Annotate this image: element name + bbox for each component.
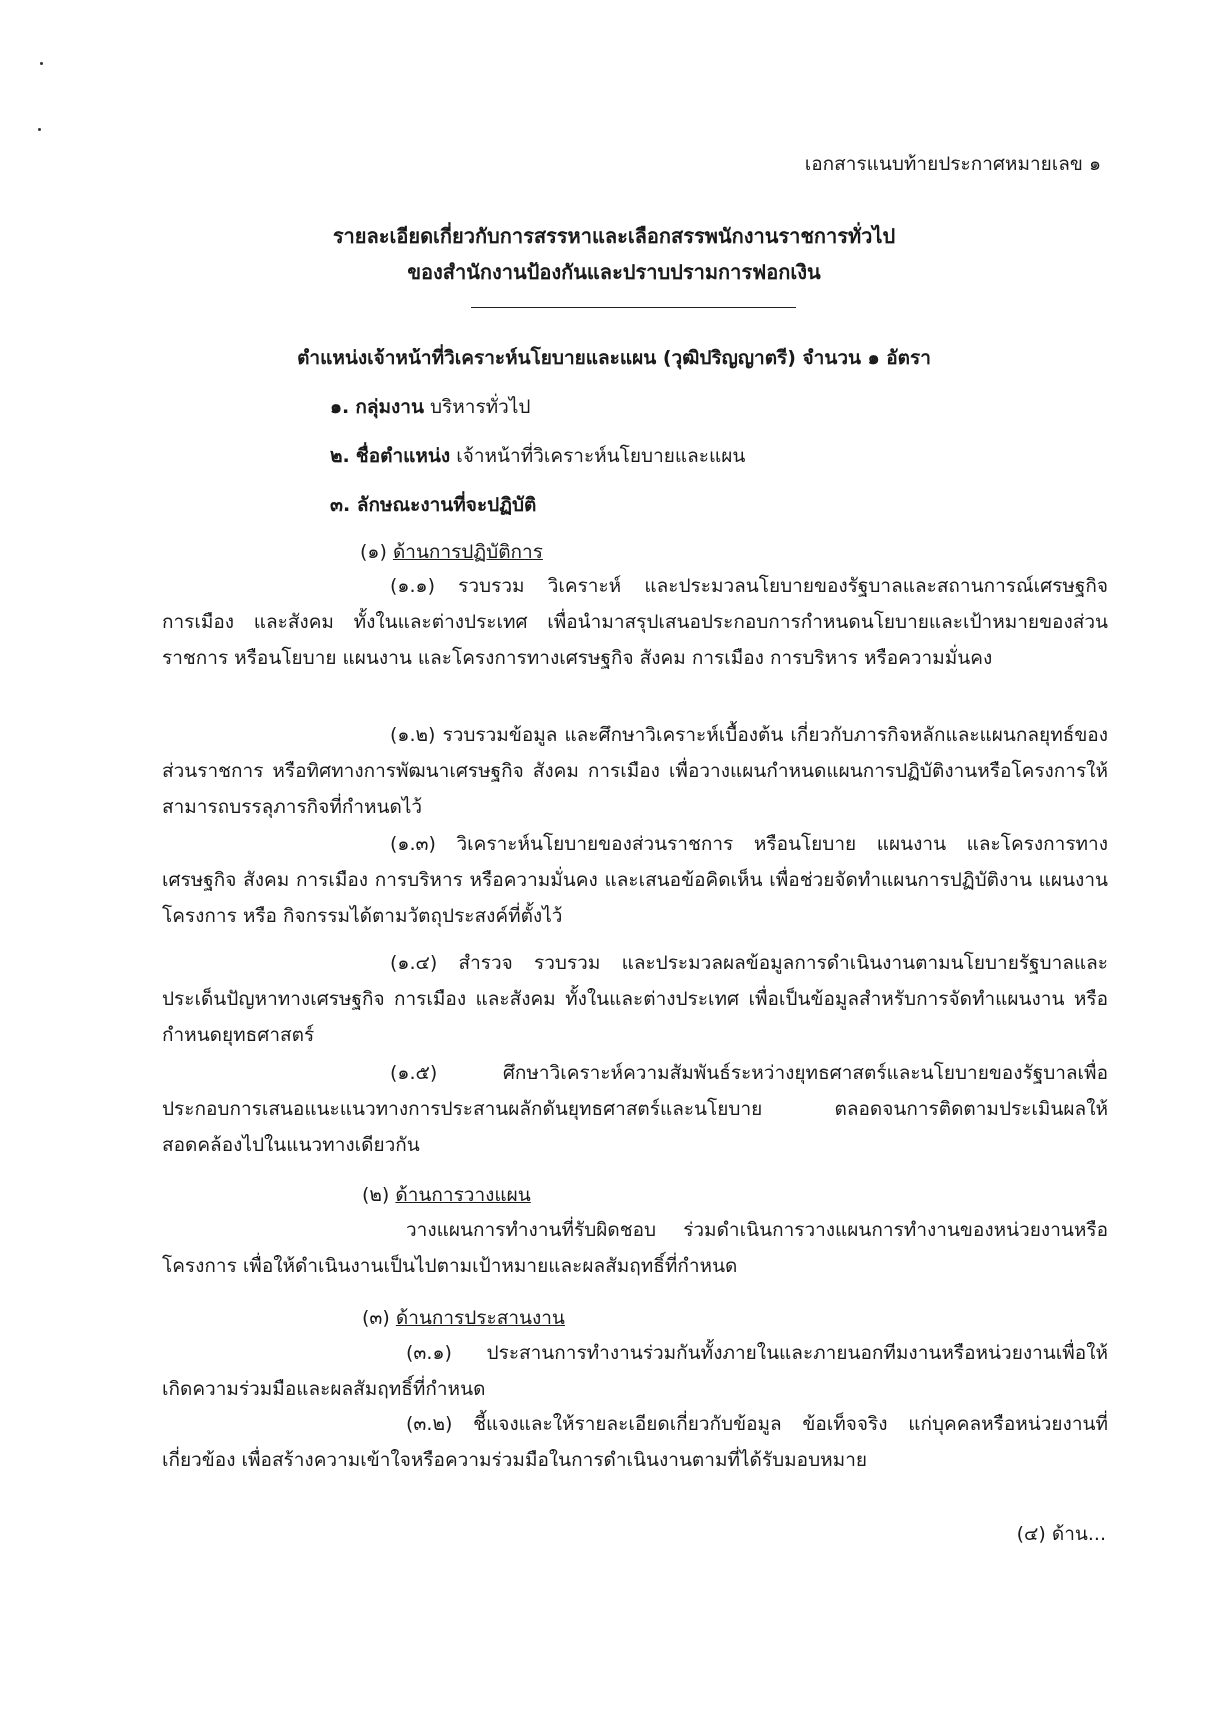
paragraph-1-4: (๑.๔) สำรวจ รวบรวม และประมวลผลข้อมูลการดำเนินงานตามนโยบายรัฐบาลและประเด็นปัญหาทางเศรษฐกิจ การเมือง และสังคม ทั้งในและต่างประเทศ เพื่อเป็นข้อมูลสำหรับการจัดทำแผนงาน หรือกำหนดยุทธศาสตร์: [162, 952, 1108, 1046]
scan-speck: [40, 62, 43, 65]
paragraph-1-2: (๑.๒) รวบรวมข้อมูล และศึกษาวิเคราะห์เบื้องต้น เกี่ยวกับภารกิจหลักและแผนกลยุทธ์ของส่วนราชการ หรือทิศทางการพัฒนาเศรษฐกิจ สังคม การเมือง เพื่อวางแผนกำหนดแผนการปฏิบัติงานหรือโครงการให้สามารถบรรลุภารกิจที่กำหนดไว้: [162, 724, 1108, 818]
section2-heading: (๒) ด้านการวางแผน: [362, 1184, 531, 1206]
paragraph-2: วางแผนการทำงานที่รับผิดชอบ ร่วมดำเนินการวางแผนการทำงานของหน่วยงานหรือโครงการ เพื่อให้ดำเนินงานเป็นไปตามเป้าหมายและผลสัมฤทธิ์ที่กำหนด: [162, 1219, 1108, 1277]
paragraph-1-3: (๑.๓) วิเคราะห์นโยบายของส่วนราชการ หรือนโยบาย แผนงาน และโครงการทางเศรษฐกิจ สังคม การเมือง การบริหาร หรือความมั่นคง และเสนอข้อคิดเห็น เพื่อช่วยจัดทำแผนการปฏิบัติงาน แผนงาน โครงการ หรือ กิจกรรมได้ตามวัตถุประสงค์ที่ตั้งไว้: [162, 833, 1108, 927]
continuation-note: (๔) ด้าน...: [1016, 1523, 1106, 1545]
paragraph-1-5: (๑.๕) ศึกษาวิเคราะห์ความสัมพันธ์ระหว่างยุทธศาสตร์และนโยบายของรัฐบาลเพื่อประกอบการเสนอแนะแนวทางการประสานผลักดันยุทธศาสตร์และนโยบาย ตลอดจนการติดตามประเมินผลให้สอดคล้องไปในแนวทางเดียวกัน: [162, 1062, 1108, 1156]
title-line-1: รายละเอียดเกี่ยวกับการสรรหาและเลือกสรรพนักงานราชการทั่วไป: [332, 224, 896, 248]
title-line-2: ของสำนักงานป้องกันและปราบปรามการฟอกเงิน: [407, 260, 821, 284]
item-duties: ๓. ลักษณะงานที่จะปฏิบัติ: [330, 494, 537, 516]
paragraph-3-2: (๓.๒) ชี้แจงและให้รายละเอียดเกี่ยวกับข้อมูล ข้อเท็จจริง แก่บุคคลหรือหน่วยงานที่เกี่ยวข้อง เพื่อสร้างความเข้าใจหรือความร่วมมือในการดำเนินงานตามที่ได้รับมอบหมาย: [162, 1413, 1108, 1471]
scan-speck: [38, 128, 41, 131]
item-group: ๑. กลุ่มงาน บริหารทั่วไป: [330, 396, 531, 418]
section3-heading: (๓) ด้านการประสานงาน: [362, 1307, 565, 1329]
section1-heading: (๑) ด้านการปฏิบัติการ: [360, 541, 543, 563]
paragraph-1-1: (๑.๑) รวบรวม วิเคราะห์ และประมวลนโยบายของรัฐบาลและสถานการณ์เศรษฐกิจ การเมือง และสังคม ทั้งในและต่างประเทศ เพื่อนำมาสรุปเสนอประกอบการกำหนดนโยบายและเป้าหมายของส่วนราชการ หรือนโยบาย แผนงาน และโครงการทางเศรษฐกิจ สังคม การเมือง การบริหาร หรือความมั่นคง: [162, 575, 1108, 669]
position-heading: ตำแหน่งเจ้าหน้าที่วิเคราะห์นโยบายและแผน (วุฒิปริญญาตรี) จำนวน ๑ อัตรา: [297, 347, 931, 369]
title-underline: [471, 307, 796, 308]
paragraph-3-1: (๓.๑) ประสานการทำงานร่วมกันทั้งภายในและภายนอกทีมงานหรือหน่วยงานเพื่อให้เกิดความร่วมมือและผลสัมฤทธิ์ที่กำหนด: [162, 1342, 1108, 1400]
header-note: เอกสารแนบท้ายประกาศหมายเลข ๑: [804, 153, 1101, 175]
item-position-name: ๒. ชื่อตำแหน่ง เจ้าหน้าที่วิเคราะห์นโยบายและแผน: [330, 445, 746, 467]
